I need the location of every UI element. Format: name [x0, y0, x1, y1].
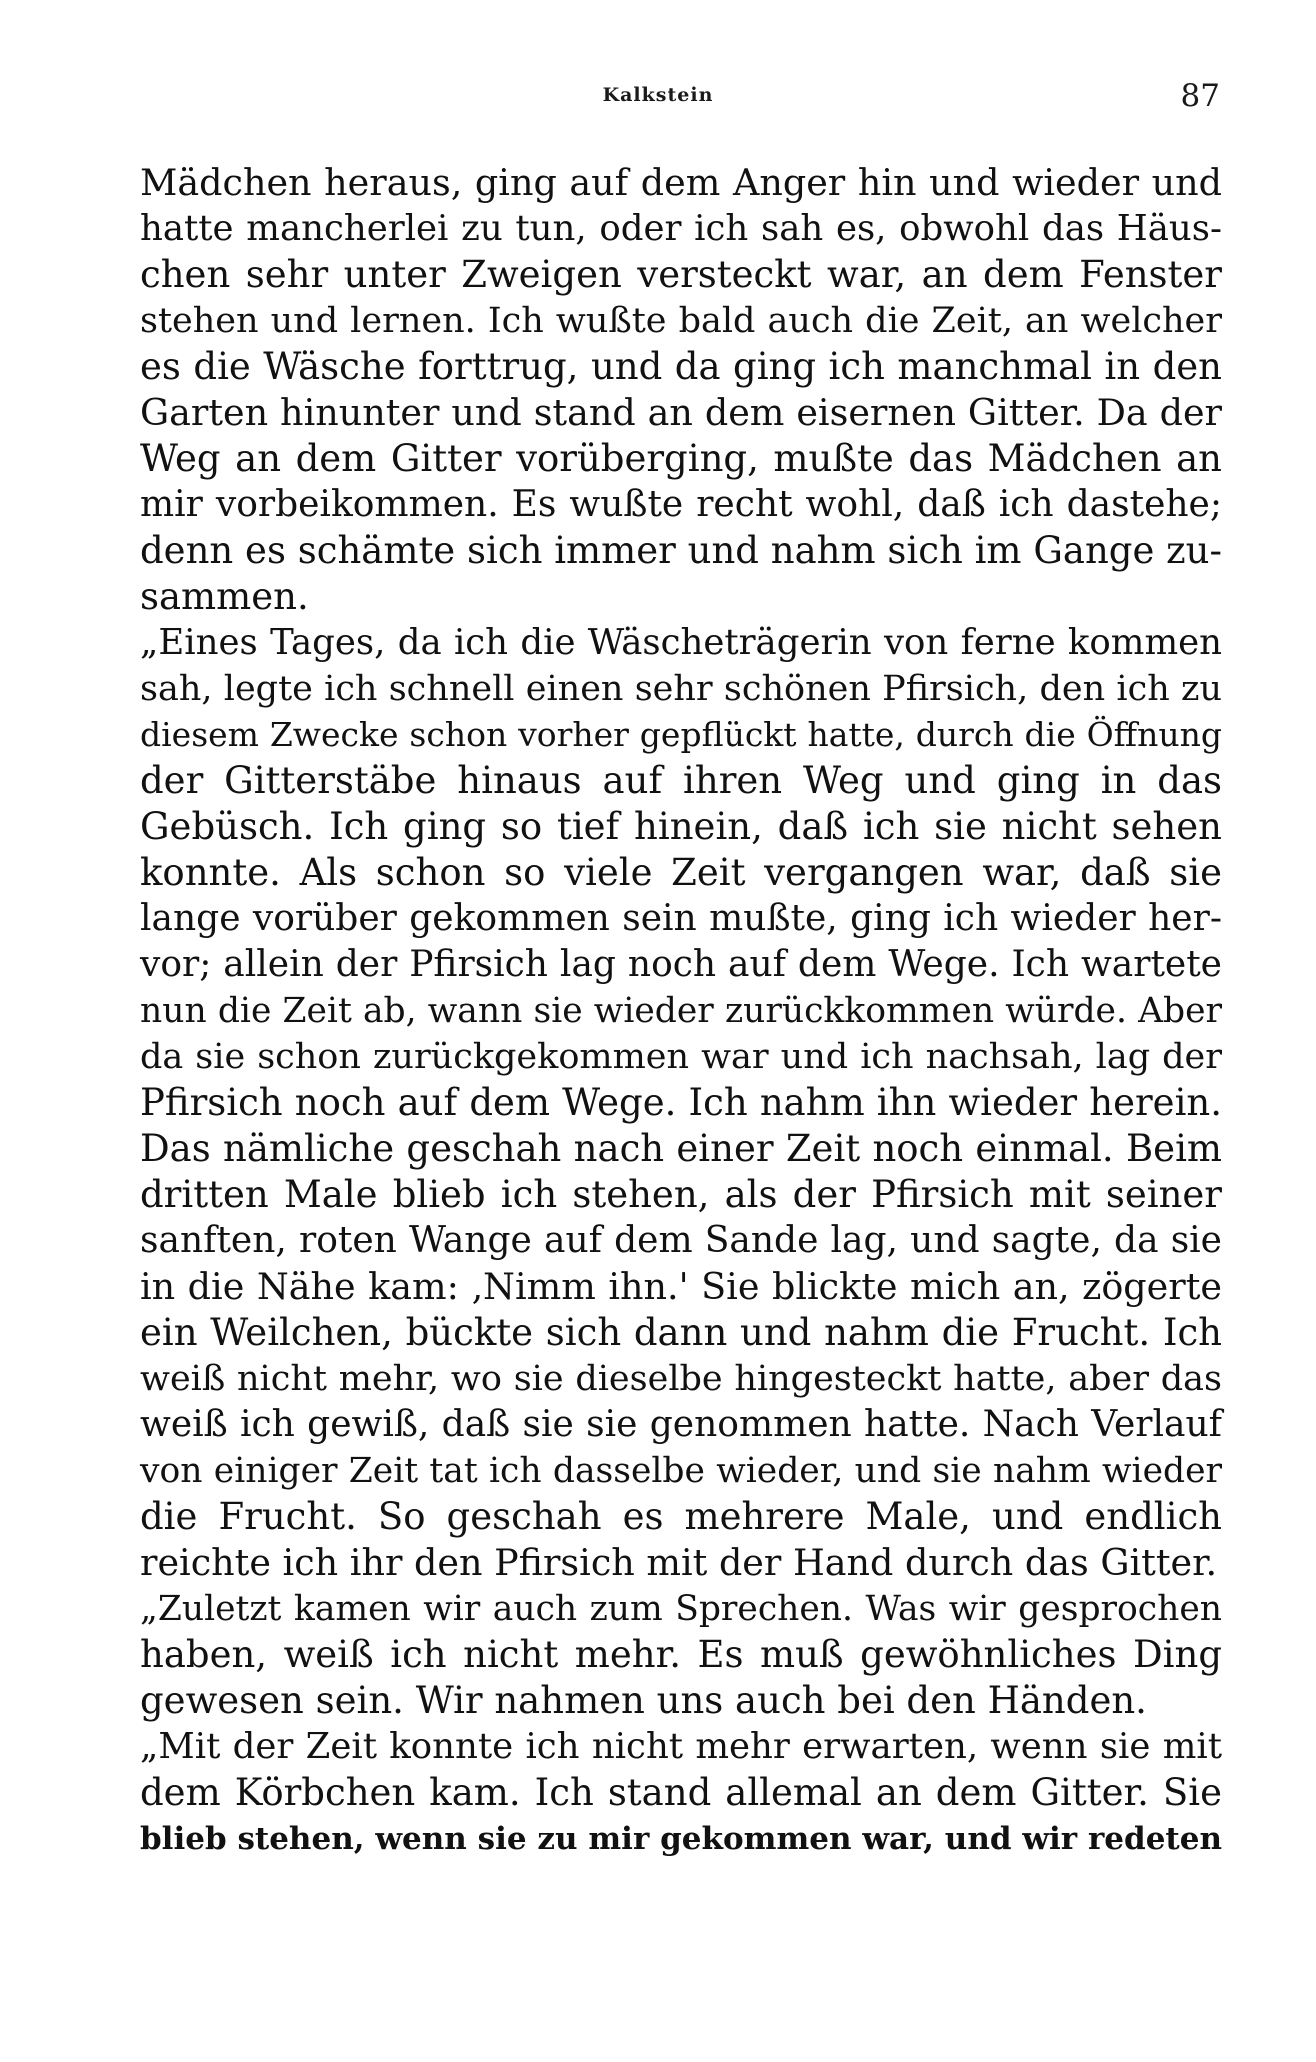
text-line: Weg an dem Gitter vorüberging, mußte das Mädchen an — [140, 437, 1222, 480]
text-line: hatte mancherlei zu tun, oder ich sah es, obwohl das Häus- — [140, 208, 1222, 249]
text-line: lange vorüber gekommen sein mußte, ging ich wieder her- — [140, 898, 1222, 939]
running-head: Kalkstein — [602, 84, 714, 106]
text-line: dem Körbchen kam. Ich stand allemal an dem Gitter. Sie — [140, 1771, 1222, 1814]
text-line: konnte. Als schon so viele Zeit vergangen war, daß sie — [140, 851, 1222, 894]
text-line: weiß nicht mehr, wo sie dieselbe hingesteckt hatte, aber das — [140, 1359, 1222, 1399]
text-line: ein Weilchen, bückte sich dann und nahm die Frucht. Ich — [140, 1311, 1222, 1354]
text-line: Pfirsich noch auf dem Wege. Ich nahm ihn wieder herein. — [140, 1081, 1222, 1124]
text-line: vor; allein der Pfirsich lag noch auf dem Wege. Ich wartete — [140, 944, 1222, 985]
text-line: „Mit der Zeit konnte ich nicht mehr erwarten, wenn sie mit — [140, 1726, 1222, 1767]
text-line: gewesen sein. Wir nahmen uns auch bei den Händen. — [140, 1679, 1147, 1722]
text-line: Mädchen heraus, ging auf dem Anger hin und wieder und — [140, 161, 1222, 204]
text-line: weiß ich gewiß, daß sie sie genommen hatte. Nach Verlauf — [140, 1404, 1222, 1445]
text-line: nun die Zeit ab, wann sie wieder zurückkommen würde. Aber — [140, 991, 1222, 1031]
text-line: sammen. — [140, 575, 309, 618]
text-line: blieb stehen, wenn sie zu mir gekommen war, und wir redeten — [140, 1821, 1222, 1857]
text-line: dritten Male blieb ich stehen, als der Pfirsich mit seiner — [140, 1173, 1222, 1216]
text-line: Garten hinunter und stand an dem eisernen Gitter. Da der — [140, 391, 1222, 434]
text-line: sanften, roten Wange auf dem Sande lag, und sagte, da sie — [140, 1220, 1222, 1261]
page-number: 87 — [1180, 78, 1220, 114]
text-line: sah, legte ich schnell einen sehr schönen Pfirsich, den ich zu — [140, 669, 1222, 709]
text-line: reichte ich ihr den Pfirsich mit der Hand durch das Gitter. — [140, 1541, 1218, 1584]
text-line: „Zuletzt kamen wir auch zum Sprechen. Was wir gesprochen — [140, 1589, 1222, 1629]
text-line: in die Nähe kam: ‚Nimm ihn.' Sie blickte mich an, zögerte — [140, 1265, 1222, 1308]
text-line: mir vorbeikommen. Es wußte recht wohl, daß ich dastehe; — [140, 484, 1222, 525]
text-line: es die Wäsche forttrug, und da ging ich manchmal in den — [140, 345, 1222, 388]
text-line: diesem Zwecke schon vorher gepflückt hatte, durch die Öffnung — [140, 715, 1222, 754]
text-line: Gebüsch. Ich ging so tief hinein, daß ich sie nicht sehen — [140, 805, 1222, 848]
text-line: denn es schämte sich immer und nahm sich im Gange zu- — [140, 529, 1222, 572]
text-line: „Eines Tages, da ich die Wäscheträgerin von ferne kommen — [140, 622, 1222, 663]
text-line: da sie schon zurückgekommen war und ich nachsah, lag der — [140, 1037, 1222, 1077]
text-line: die Frucht. So geschah es mehrere Male, und endlich — [140, 1495, 1222, 1538]
text-line: der Gitterstäbe hinaus auf ihren Weg und ging in das — [140, 759, 1222, 802]
text-line: von einiger Zeit tat ich dasselbe wieder, und sie nahm wieder — [140, 1451, 1222, 1491]
text-line: Das nämliche geschah nach einer Zeit noch einmal. Beim — [140, 1127, 1222, 1170]
body-text — [140, 160, 1222, 1862]
text-line: haben, weiß ich nicht mehr. Es muß gewöhnliches Ding — [140, 1633, 1222, 1676]
text-line: chen sehr unter Zweigen versteckt war, an dem Fenster — [140, 253, 1222, 296]
text-line: stehen und lernen. Ich wußte bald auch die Zeit, an welcher — [140, 301, 1222, 341]
